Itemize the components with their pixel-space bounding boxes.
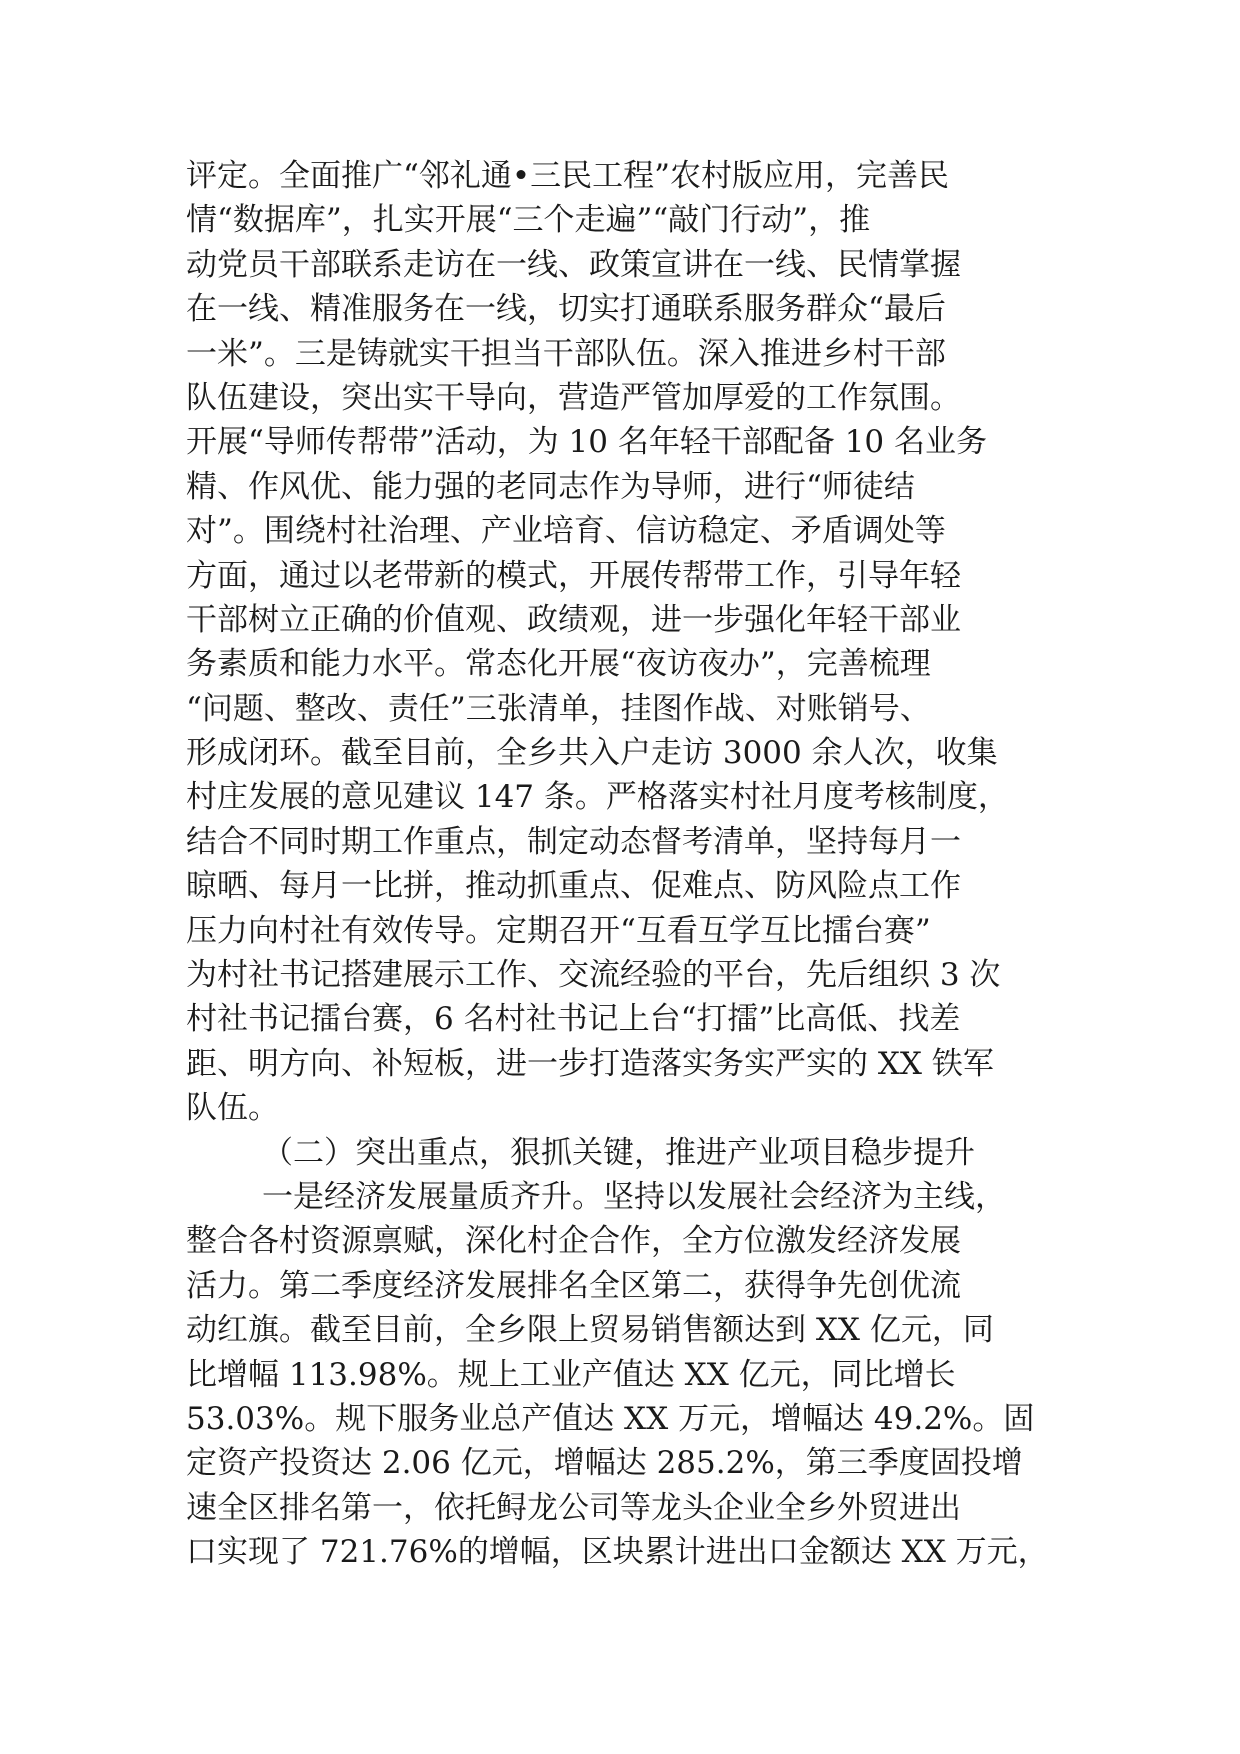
text-line: 压力向村社有效传导。定期召开“互看互学互比擂台赛” <box>186 912 931 949</box>
text-line: 距、明方向、补短板，进一步打造落实务实严实的 XX 铁军 <box>186 1045 994 1082</box>
text-line: 53.03%。规下服务业总产值达 XX 万元，增幅达 49.2%。固 <box>186 1400 1035 1437</box>
text-line: 晾晒、每月一比拼，推动抓重点、促难点、防风险点工作 <box>186 868 961 905</box>
text-line: 队伍建设，突出实干导向，营造严管加厚爱的工作氛围。 <box>186 379 961 416</box>
text-line: 开展“导师传帮带”活动，为 10 名年轻干部配备 10 名业务 <box>186 424 988 461</box>
text-line: 形成闭环。截至目前，全乡共入户走访 3000 余人次，收集 <box>186 735 998 772</box>
text-line: 速全区排名第一，依托鲟龙公司等龙头企业全乡外贸进出 <box>186 1489 961 1526</box>
text-line: 口实现了 721.76%的增幅，区块累计进出口金额达 XX 万元， <box>186 1534 1049 1571</box>
text-line: 在一线、精准服务在一线，切实打通联系服务群众“最后 <box>186 291 946 328</box>
text-line: 一是经济发展量质齐升。坚持以发展社会经济为主线， <box>262 1178 1006 1215</box>
text-line: 队伍。 <box>186 1090 279 1127</box>
text-line: 动党员干部联系走访在一线、政策宣讲在一线、民情掌握 <box>186 246 961 283</box>
text-line: “问题、整改、责任”三张清单，挂图作战、对账销号、 <box>186 690 931 727</box>
text-line: 村社书记擂台赛，6 名村社书记上台“打擂”比高低、找差 <box>186 1001 961 1038</box>
text-line: 村庄发展的意见建议 147 条。严格落实村社月度考核制度， <box>186 779 1009 816</box>
text-line: 为村社书记搭建展示工作、交流经验的平台，先后组织 3 次 <box>186 957 1001 994</box>
section-heading: （二）突出重点，狠抓关键，推进产业项目稳步提升 <box>262 1134 975 1171</box>
text-line: 对”。围绕村社治理、产业培育、信访稳定、矛盾调处等 <box>186 513 946 550</box>
text-line: 干部树立正确的价值观、政绩观，进一步强化年轻干部业 <box>186 601 961 638</box>
text-line: 结合不同时期工作重点，制定动态督考清单，坚持每月一 <box>186 823 961 860</box>
text-line: 评定。全面推广“邻礼通•三民工程”农村版应用，完善民 <box>186 158 949 194</box>
text-line: 方面，通过以老带新的模式，开展传帮带工作，引导年轻 <box>186 557 961 594</box>
text-line: 动红旗。截至目前，全乡限上贸易销售额达到 XX 亿元，同 <box>186 1312 994 1349</box>
text-line: 一米”。三是铸就实干担当干部队伍。深入推进乡村干部 <box>186 335 946 372</box>
document-body <box>186 154 1066 1575</box>
text-line: 精、作风优、能力强的老同志作为导师，进行“师徒结 <box>186 468 915 505</box>
text-line: 比增幅 113.98%。规上工业产值达 XX 亿元，同比增长 <box>186 1356 956 1393</box>
text-line: 定资产投资达 2.06 亿元，增幅达 285.2%，第三季度固投增 <box>186 1445 1023 1482</box>
text-line: 活力。第二季度经济发展排名全区第二，获得争先创优流 <box>186 1267 961 1304</box>
text-line: 整合各村资源禀赋，深化村企合作，全方位激发经济发展 <box>186 1223 961 1260</box>
text-line: 情“数据库”，扎实开展“三个走遍”“敲门行动”，推 <box>186 202 871 239</box>
text-line: 务素质和能力水平。常态化开展“夜访夜办”，完善梳理 <box>186 646 931 683</box>
